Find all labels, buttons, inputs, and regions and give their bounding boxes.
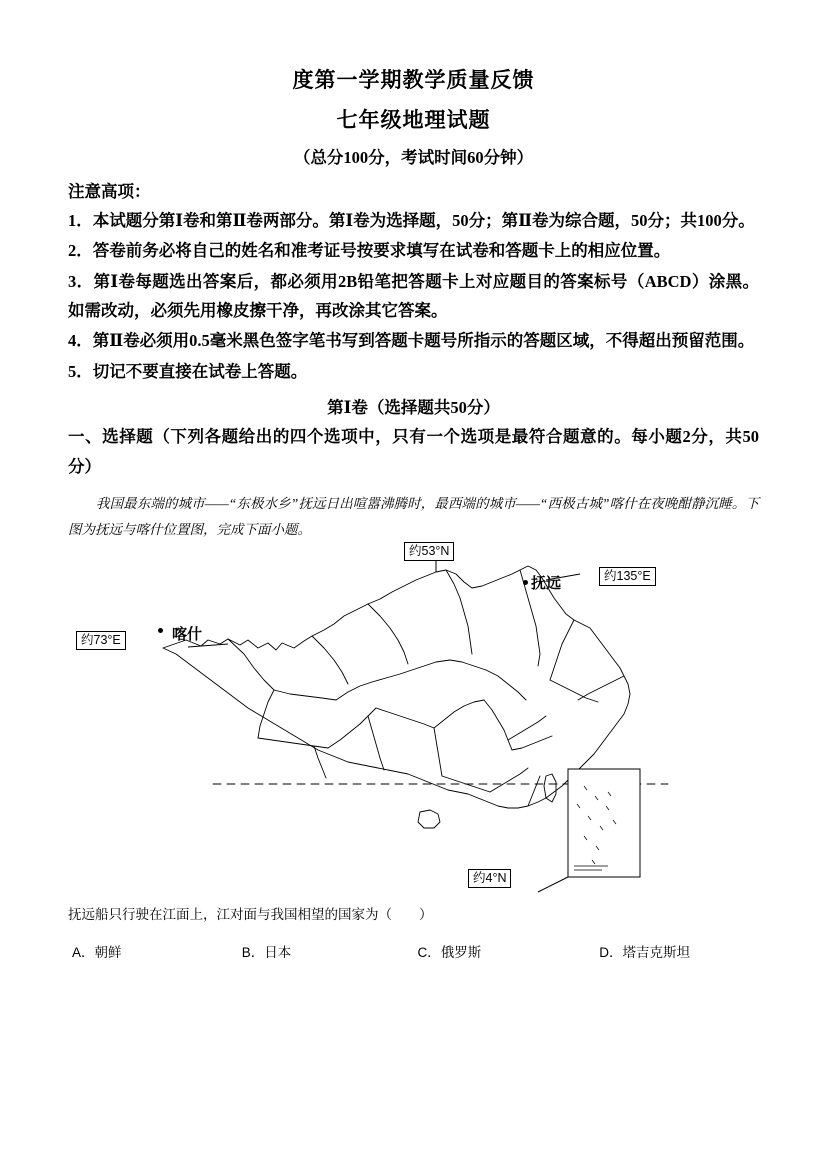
big-question-heading: 一、选择题（下列各题给出的四个选项中，只有一个选项是最符合题意的。每小题2分，共50分）	[68, 427, 759, 476]
china-map-svg	[68, 544, 759, 894]
china-map-figure	[68, 544, 759, 894]
option-d-label: 塔吉克斯坦	[622, 945, 690, 961]
option-d[interactable]	[577, 941, 759, 961]
question-stem: 我国最东端的城市——“东极水乡”抚远日出喧嚣沸腾时，最西端的城市——“西极古城”喀什在夜晚酣静沉睡。下图为抚远与喀什位置图，完成下面小题。	[68, 495, 759, 537]
notice-item-5: 5．切记不要直接在试卷上答题。	[68, 361, 308, 381]
south-china-sea-inset	[568, 769, 640, 877]
question-1-options	[68, 941, 759, 961]
map-label-135e: 约135°E	[599, 567, 656, 586]
notice-item-1: 1．本试题分第Ⅰ卷和第Ⅱ卷两部分。第Ⅰ卷为选择题，50分；第Ⅱ卷为综合题，50分；共100分。	[68, 211, 755, 230]
option-c-key: C．	[417, 945, 441, 961]
option-d-key: D．	[599, 945, 623, 961]
option-a-label: 朝鲜	[94, 945, 122, 961]
page-title-line1: 度第一学期教学质量反馈	[292, 68, 535, 92]
map-label-73e: 约73°E	[76, 631, 126, 650]
option-b[interactable]	[232, 941, 402, 961]
section-one-heading: 第Ⅰ卷（选择题共50分）	[327, 398, 500, 418]
map-label-4n: 约4°N	[468, 869, 511, 888]
option-a-key: A．	[72, 945, 95, 961]
option-c-label: 俄罗斯	[440, 945, 482, 961]
city-label-kashi: 喀什	[172, 627, 203, 644]
option-b-label: 日本	[264, 945, 292, 961]
map-label-53n: 约53°N	[404, 542, 454, 561]
notice-item-4: 4．第Ⅱ卷必须用0.5毫米黑色签字笔书写到答题卡题号所指示的答题区域，不得超出预留范围。	[68, 331, 755, 351]
exam-subtitle: （总分100分，考试时间60分钟）	[293, 148, 534, 167]
notice-heading: 注意高项：	[68, 182, 151, 201]
city-label-fuyuan: 抚远	[531, 576, 562, 593]
question-1-text: 抚远船只行驶在江面上，江对面与我国相望的国家为（ ）	[68, 907, 433, 923]
option-b-key: B．	[241, 945, 265, 961]
page-title-line2: 七年级地理试题	[336, 108, 491, 132]
option-c[interactable]	[402, 941, 578, 961]
notice-item-3: 3．第Ⅰ卷每题选出答案后，都必须用2B铅笔把答题卡上对应题目的答案标号（ABCD）涂黑。如需改动，必须先用橡皮擦干净，再改涂其它答案。	[68, 271, 759, 321]
notice-item-2: 2．答卷前务必将自己的姓名和准考证号按要求填写在试卷和答题卡上的相应位置。	[68, 241, 671, 261]
option-a[interactable]	[68, 941, 232, 961]
